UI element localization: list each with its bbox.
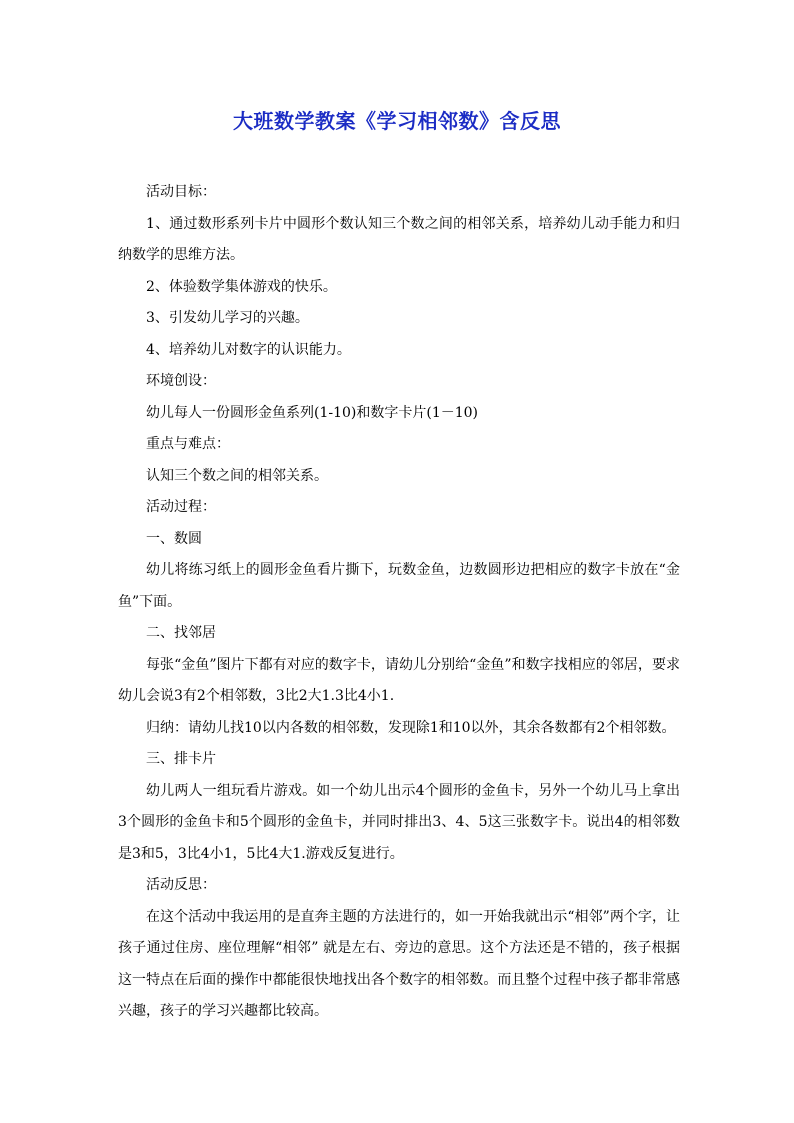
- paragraph: 在这个活动中我运用的是直奔主题的方法进行的，如一开始我就出示“相邻”两个字，让孩子通过住房、座位理解“相邻” 就是左右、旁边的意思。这个方法还是不错的，孩子根据这一特点在后面的操作中都能很快地找出各个数字的相邻数。而且整个过程中孩子都非常感兴趣，孩子的学习兴趣都比较高。: [118, 908, 680, 1019]
- paragraph: 重点与难点：: [146, 436, 230, 452]
- paragraph: 环境创设：: [146, 373, 216, 389]
- paragraph: 认知三个数之间的相邻关系。: [146, 467, 328, 484]
- paragraph: 三、排卡片: [146, 751, 216, 767]
- paragraph: 幼儿将练习纸上的圆形金鱼看片撕下，玩数金鱼，边数圆形边把相应的数字卡放在“金鱼”下面。: [118, 562, 680, 610]
- paragraph: 二、找邻居: [146, 625, 216, 641]
- paragraph: 幼儿两人一组玩看片游戏。如一个幼儿出示4个圆形的金鱼卡，另外一个幼儿马上拿出3个圆形的金鱼卡和5个圆形的金鱼卡，并同时排出3、4、5这三张数字卡。说出4的相邻数是3和5，3比4小1，5比4大1.游戏反复进行。: [118, 782, 680, 862]
- paragraph: 幼儿每人一份圆形金鱼系列(1-10)和数字卡片(1－10): [146, 404, 479, 421]
- paragraph: 4、培养幼儿对数字的认识能力。: [146, 341, 351, 358]
- paragraph: 活动过程：: [146, 499, 216, 515]
- paragraph: 活动反思：: [146, 877, 216, 893]
- document-body: [118, 177, 680, 1028]
- paragraph: 2、体验数学集体游戏的快乐。: [146, 278, 337, 295]
- paragraph: 归纳：请幼儿找10以内各数的相邻数，发现除1和10以外，其余各数都有2个相邻数。: [146, 719, 676, 736]
- paragraph: 活动目标：: [146, 184, 216, 200]
- paragraph: 3、引发幼儿学习的兴趣。: [146, 310, 309, 326]
- paragraph: 一、数圆: [146, 530, 202, 547]
- paragraph: 每张“金鱼”图片下都有对应的数字卡，请幼儿分别给“金鱼”和数字找相应的邻居，要求幼儿会说3有2个相邻数，3比2大1.3比4小1.: [118, 656, 680, 704]
- paragraph: 1、通过数形系列卡片中圆形个数认知三个数之间的相邻关系，培养幼儿动手能力和归纳数学的思维方法。: [118, 215, 680, 263]
- document-title: 大班数学教案《学习相邻数》含反思: [233, 109, 561, 133]
